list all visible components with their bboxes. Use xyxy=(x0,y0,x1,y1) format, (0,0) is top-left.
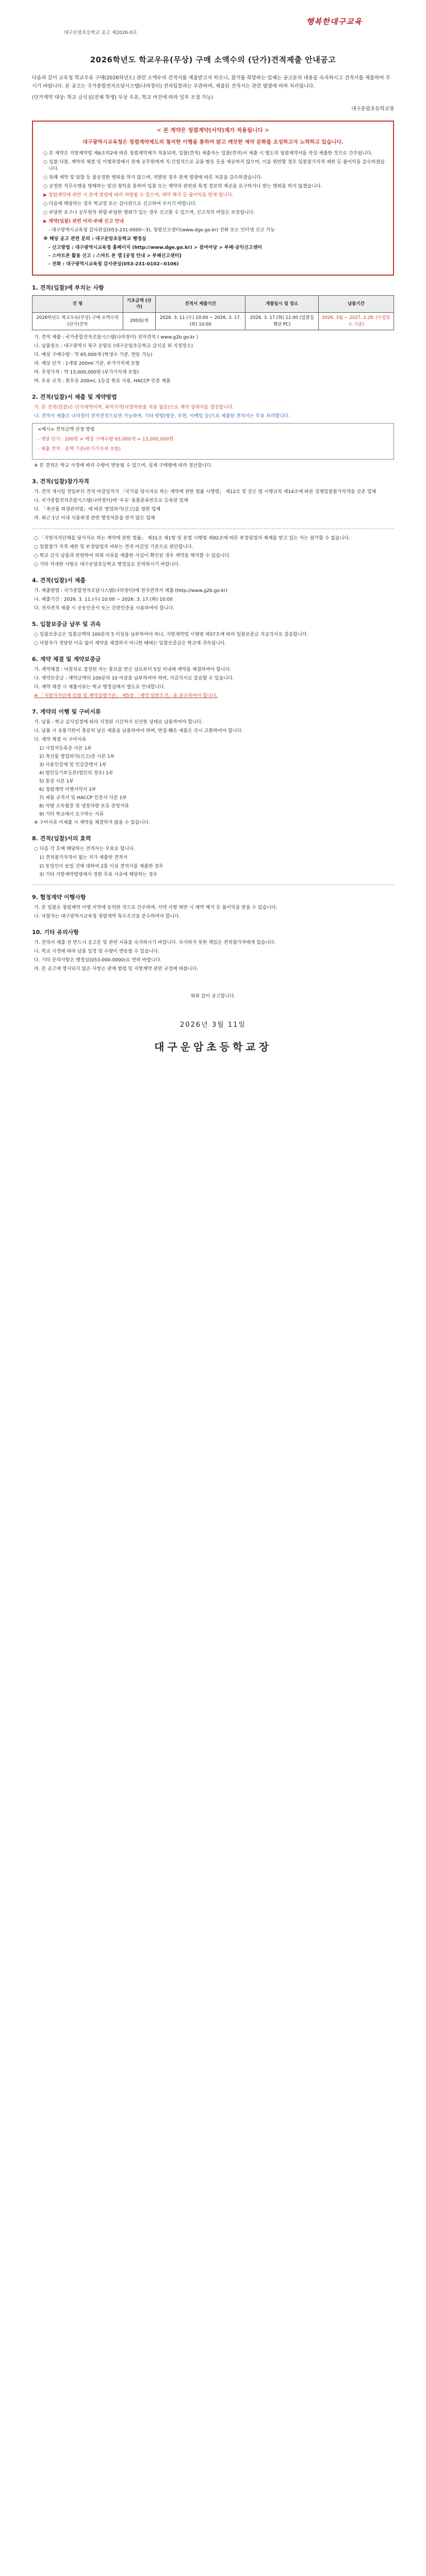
table-cell: 200원/개 xyxy=(123,313,155,330)
section-item: 마. 추정가격 : 약 13,000,000원 (부가가치세 포함) xyxy=(34,370,139,376)
notice-item: ○ 입찰·낙찰, 계약의 체결 및 이행과정에서 관계 공무원에게 직·간접적으로 금품·향응 등을 제공하지 않으며, 이를 위반할 경우 입찰참가자격 제한 등 불이익을 감수하겠습니다. xyxy=(43,160,385,172)
section-item: ○ 「지방자치단체를 당사자로 하는 계약에 관한 법률」 제31조 제1항 및 동법 시행령 제92조에 따른 부정당업자 제재를 받고 있는 자는 참가할 수 없습니다. xyxy=(34,535,350,541)
example-box xyxy=(32,423,394,460)
notice-date: 2026년 3월 11일 xyxy=(180,1021,246,1029)
section-title: 5. 입찰보증금 납부 및 귀속 xyxy=(32,620,101,628)
intro-sign: 대구운암초등학교장 xyxy=(351,106,394,112)
integrity-notice xyxy=(32,121,394,275)
table-cell: 2026. 3월 ~ 2027. 2.28. (수업일수 기준) xyxy=(319,313,394,330)
section-item: 다. 계약 체결 시 구비서류 xyxy=(34,737,87,742)
section-item: 가. 납품 : 학교 급식일정에 따라 지정된 시간까지 신선한 상태로 납품하여야 합니다. xyxy=(34,719,203,725)
section-item: 다. 「축산물 위생관리법」에 따른 영업허가(신고)를 필한 업체 xyxy=(34,507,161,513)
section-4 xyxy=(32,577,394,612)
section-9 xyxy=(32,893,394,920)
section-item: 가. 제출방법 : 국가종합전자조달시스템(나라장터)에 전자견적서 제출 (http://www.g2b.go.kr) xyxy=(34,588,228,594)
intro xyxy=(32,74,394,114)
table-row xyxy=(32,313,394,330)
section-item: 나. 견적서 제출은 나라장터 전자견적으로만 가능하며, 기타 방법(방문, 우편, 이메일 등)으로 제출된 견적서는 무효 처리합니다. xyxy=(34,414,290,419)
section-item: 가. 견적 개시일 전일부터 견적 마감일까지 「국가를 당사자로 하는 계약에 관한 법률 시행령」 제12조 및 같은 법 시행규칙 제14조에 따른 경쟁입찰참가자격을 갖춘 업체 xyxy=(34,489,376,495)
section-item: 바. 우유 규격 : 흰우유 200ml, 1등급 원유 사용, HACCP 인증 제품 xyxy=(34,379,171,384)
section-note: ※ 구비서류 미제출 시 계약을 체결하지 않을 수 있습니다. xyxy=(34,820,150,826)
table-cell: 2026학년도 학교우유(무상) 구매 소액수의 (단가)견적 xyxy=(32,313,123,330)
section-item: 나. 계약보증금 : 계약금액의 100분의 10 이상을 납부하여야 하며, 지급각서로 갈음할 수 있습니다. xyxy=(34,675,234,681)
hotline-text: - 대구광역시교육청 감사관실(053-231-0000~3), 청렴신고센터(www.dge.go.kr) 전화 또는 인터넷 신고 가능 xyxy=(48,228,275,233)
report-line: - 스마트폰 활용 신고 : 스마트 폰 앱 [공정 안내 > 부패신고센터] xyxy=(48,253,182,259)
bid-table xyxy=(32,295,394,330)
section-6 xyxy=(32,655,394,700)
doc-item: 2) 축산물 영업허가(신고)증 사본 1부 xyxy=(39,754,115,760)
doc-item: 8) 차량 소독필증 및 냉장차량 보유 증빙서류 xyxy=(39,804,129,809)
section-item: 2) 동일인이 동일 건에 대하여 2통 이상 견적서를 제출한 경우 xyxy=(39,863,163,869)
section-item: 다. 기타 문의사항은 행정실(053-000-0000)로 연락 바랍니다. xyxy=(34,957,162,963)
section-item: 나. 학교 사정에 따라 납품 일정 및 수량이 변동될 수 있습니다. xyxy=(34,948,159,954)
section-title: 3. 견적(입찰)참가자격 xyxy=(32,478,89,485)
section-item: 가. 견적서 제출 전 반드시 공고문 및 관련 서류를 숙지하시기 바랍니다. 숙지하지 못한 책임은 견적참가자에게 있습니다. xyxy=(34,940,276,945)
section-title: 6. 계약 체결 및 계약보증금 xyxy=(32,655,101,663)
notice-item: ○ 본 계약은 지방계약법 제6조의2에 따른 청렴계약제가 적용되며, 입찰(견적) 제출자는 입찰(견적)서 제출 시 별도의 청렴계약서를 작성·제출한 것으로 간주됩니다. xyxy=(43,151,373,157)
section-item: 가. 견적 제출 : 국가종합전자조달시스템(나라장터) 전자견적 ( www.g2b.go.kr ) xyxy=(34,334,199,340)
notice-item: ○ 특혜 계약 및 담합 등 불공정한 행위를 하지 않으며, 적발된 경우 관계 법령에 따른 처분을 감수하겠습니다. xyxy=(43,175,263,181)
section-title: 10. 기타 유의사항 xyxy=(32,928,79,936)
brand-logo: 행복한대구교육 xyxy=(306,17,362,26)
notice-item: ○ 다음에 해당하는 경우 학교장 또는 감사관으로 신고하여 주시기 바랍니다. xyxy=(43,201,197,207)
section-item: 나. 낙찰자는 대구광역시교육청 청렴계약 특수조건을 준수하여야 합니다. xyxy=(34,913,181,919)
section-item: 다. 계약 체결 시 제출서류는 학교 행정실에서 별도로 안내합니다. xyxy=(34,684,166,690)
table-header: 견적서 제출기간 xyxy=(156,295,245,313)
table-cell: 2026. 3. 11.(수) 10:00 ~ 2026. 3. 17.(화) 10:00 xyxy=(156,313,245,330)
notice-heading: < 본 계약은 청렴계약(서약)제가 적용됩니다 > xyxy=(157,127,269,134)
section-item: 3) 기타 지방계약법령에서 정한 무효 사유에 해당하는 경우 xyxy=(39,872,158,877)
example-line: <예시> 견적금액 산정 방법 xyxy=(38,427,95,433)
section-item: 라. 본 공고에 명시되지 않은 사항은 관계 법령 및 지방계약 관련 규정에 따릅니다. xyxy=(34,966,199,972)
doc-item: 7) 제품 규격서 및 HACCP 인증서 사본 1부 xyxy=(39,795,127,801)
notice-item: ▶ 청렴계약제 위반 시 관계 법령에 따라 처벌될 수 있으며, 계약 해지 등 불이익을 받게 됩니다. xyxy=(43,193,234,198)
section-item: 나. 제출기간 : 2026. 3. 11.(수) 10:00 ~ 2026. 3. 17.(화) 10:00 xyxy=(34,597,173,602)
section-10 xyxy=(32,928,394,973)
section-item: ○ 입찰참가 자격 제한 및 부정당업자 여부는 견적 마감일 기준으로 판단합니다. xyxy=(34,544,193,550)
section-item: 다. 예상 구매수량 : 약 65,000개 (학생수 기준, 변동 가능) xyxy=(34,352,153,358)
example-line: - 제출 견적 : 총액 기준(부가가치세 포함) xyxy=(38,447,121,452)
report-line: - 전화 : 대구광역시교육청 감사관실(053-231-0102~0106) xyxy=(48,261,179,267)
closing-text: 위와 같이 공고합니다. xyxy=(190,993,236,999)
section-item: ○ 학교 급식 납품과 관련하여 허위 서류를 제출한 사실이 확인된 경우 계약을 해지할 수 있습니다. xyxy=(34,553,231,558)
section-item: 다. 전자견적 제출 시 공동인증서 또는 간편인증을 사용하여야 합니다. xyxy=(34,605,175,611)
doc-item: 5) 통장 사본 1부 xyxy=(39,779,74,785)
table-header: 건 명 xyxy=(32,295,123,313)
section-item: 라. 예상 단가 : 1개당 200ml 기준, 부가가치세 포함 xyxy=(34,361,140,367)
section-item: ○ 입찰보증금은 입찰금액의 100분의 5 이상을 납부하여야 하나, 지방계약법 시행령 제37조에 따라 입찰보증금 지급각서로 갈음합니다. xyxy=(34,632,308,637)
report-heading: ※ 해당 공고 관련 문의 : 대구운암초등학교 행정실 xyxy=(43,236,146,242)
doc-number: 대구운암초등학교 공고 제2026-0호 xyxy=(64,30,137,36)
hotline-label: ▶ 계약(입찰) 관련 비리·부패 신고 안내 xyxy=(43,219,124,225)
section-title: 9. 협정계약 이행사항 xyxy=(32,893,86,901)
section-2 xyxy=(32,393,394,469)
section-5 xyxy=(32,620,394,647)
page-title: 2026학년도 학교우유(무상) 구매 소액수의 (단가)견적제출 안내공고 xyxy=(90,55,336,64)
header-bar xyxy=(32,0,394,47)
section-item: ○ 낙찰자가 정당한 이유 없이 계약을 체결하지 아니한 때에는 입찰보증금은 학교에 귀속됩니다. xyxy=(34,640,226,646)
table-header: 납품기간 xyxy=(319,295,394,313)
notice-item: ○ 공정한 직무수행을 방해하는 알선·청탁을 통하여 입찰 또는 계약과 관련된 특정 정보의 제공을 요구하거나 받는 행위를 하지 않겠습니다. xyxy=(43,184,322,190)
section-item: 1) 견적참가자격이 없는 자가 제출한 견적서 xyxy=(39,855,128,861)
section-item: 라. 최근 1년 이내 식품위생 관련 행정처분을 받지 않은 업체 xyxy=(34,516,155,521)
section-item: 나. 납품장소 : 대구광역시 북구 운암로 (대구운암초등학교 급식실 외 지정장소) xyxy=(34,343,193,349)
doc-item: 4) 법인등기부등본(법인의 경우) 1부 xyxy=(39,771,113,776)
doc-item: 6) 청렴계약 이행서약서 1부 xyxy=(39,787,96,793)
section-title: 1. 견적(입찰)에 부치는 사항 xyxy=(32,284,104,291)
table-header: 개찰일시 및 장소 xyxy=(245,295,319,313)
doc-item: 9) 기타 학교에서 요구하는 서류 xyxy=(39,812,104,818)
section-item: 나. 국가종합전자조달시스템(나라장터)에 '우유' 물품분류번호로 등록된 업체 xyxy=(34,498,188,504)
report-line: - 신고방법 : 대구광역시교육청 홈페이지 (http://www.dge.go.kr) > 참여마당 > 부패·공익신고센터 xyxy=(48,245,262,250)
intro-paragraph: 다음과 같이 교육청 학교우유 구매(2026학년도) 관련 소액수의 견적서를 제출받고자 하오니, 참가를 희망하는 업체는 공고문의 내용을 숙지하시고 견적서를 제출하여 주시기 바랍니다. 본 공고는 국가종합전자조달시스템(나라장터) 전자입찰과는 무관하며, 제출된 견적서는 관련 법령에 따라 처리됩니다. xyxy=(32,75,390,89)
section-title: 8. 견적(입찰)서의 효력 xyxy=(32,835,91,842)
doc-item: 3) 사용인감계 및 인감증명서 1부 xyxy=(39,762,107,768)
section-item: 나. 납품 시 유통기한이 충분히 남은 제품을 납품하여야 하며, 변질·훼손 제품은 즉시 교환하여야 합니다. xyxy=(34,728,243,734)
doc-item: 1) 사업자등록증 사본 1부 xyxy=(39,746,92,751)
notice-item: ○ 부당한 요구나 공무원의 위법·부당한 행위가 있는 경우 신고할 수 있으며, 신고자의 비밀은 보장됩니다. xyxy=(43,210,255,216)
section-title: 4. 견적(입찰)서 제출 xyxy=(32,577,86,584)
section-title: 7. 계약의 이행 및 구비서류 xyxy=(32,708,101,715)
section-item: 가. 계약체결 : 낙찰자로 결정된 자는 통보를 받은 날로부터 5일 이내에 계약을 체결하여야 합니다. xyxy=(34,667,232,672)
section-note: ※ 「지방자치단체 입찰 및 계약집행기준」 제5장 「계약 일반조건」을 준수하여야 합니다. xyxy=(34,693,218,699)
example-line: - 개당 단가 : 200원 × 예상 구매수량 65,000개 = 13,000,000원 xyxy=(38,437,174,443)
section-title: 2. 견적(입찰)서 제출 및 계약방법 xyxy=(32,394,117,401)
section-note: ※ 본 견적은 학교 사정에 따라 수량이 변동될 수 있으며, 실제 구매량에 따라 정산합니다. xyxy=(34,463,213,469)
section-7 xyxy=(32,708,394,827)
section-item: ○ 기타 자세한 사항은 대구운암초등학교 행정실로 문의하시기 바랍니다. xyxy=(34,562,180,567)
issuer-name: 대구운암초등학교장 xyxy=(154,1040,272,1053)
intro-paragraph: (단가계약 대상: 학교 급식실(전체 학생) 무상 우유, 학교 여건에 따라 일부 조정 가능) xyxy=(32,95,213,101)
section-1 xyxy=(32,284,394,385)
section-item: 가. 본 견적(입찰)은 단가계약이며, 최저가격(낙찰하한율 적용 없음)으로 계약 상대자를 결정합니다. xyxy=(34,405,234,411)
section-item: 가. 본 입찰은 청렴계약 이행 서약에 동의한 것으로 간주하며, 서약 사항 위반 시 계약 해지 등 불이익을 받을 수 있습니다. xyxy=(34,905,277,910)
table-cell: 2026. 3. 17.(화) 11:00 (입찰집행관 PC) xyxy=(245,313,319,330)
notice-lead: 대구광역시교육청은 청렴계약제도의 철저한 이행을 통하여 맑고 깨끗한 계약 문화를 조성하고자 노력하고 있습니다. xyxy=(83,139,343,145)
table-header: 기초금액 (단가) xyxy=(123,295,155,313)
section-3 xyxy=(32,478,394,568)
section-8 xyxy=(32,835,394,878)
section-item: ○ 다음 각 호에 해당하는 견적서는 무효로 합니다. xyxy=(34,846,135,852)
